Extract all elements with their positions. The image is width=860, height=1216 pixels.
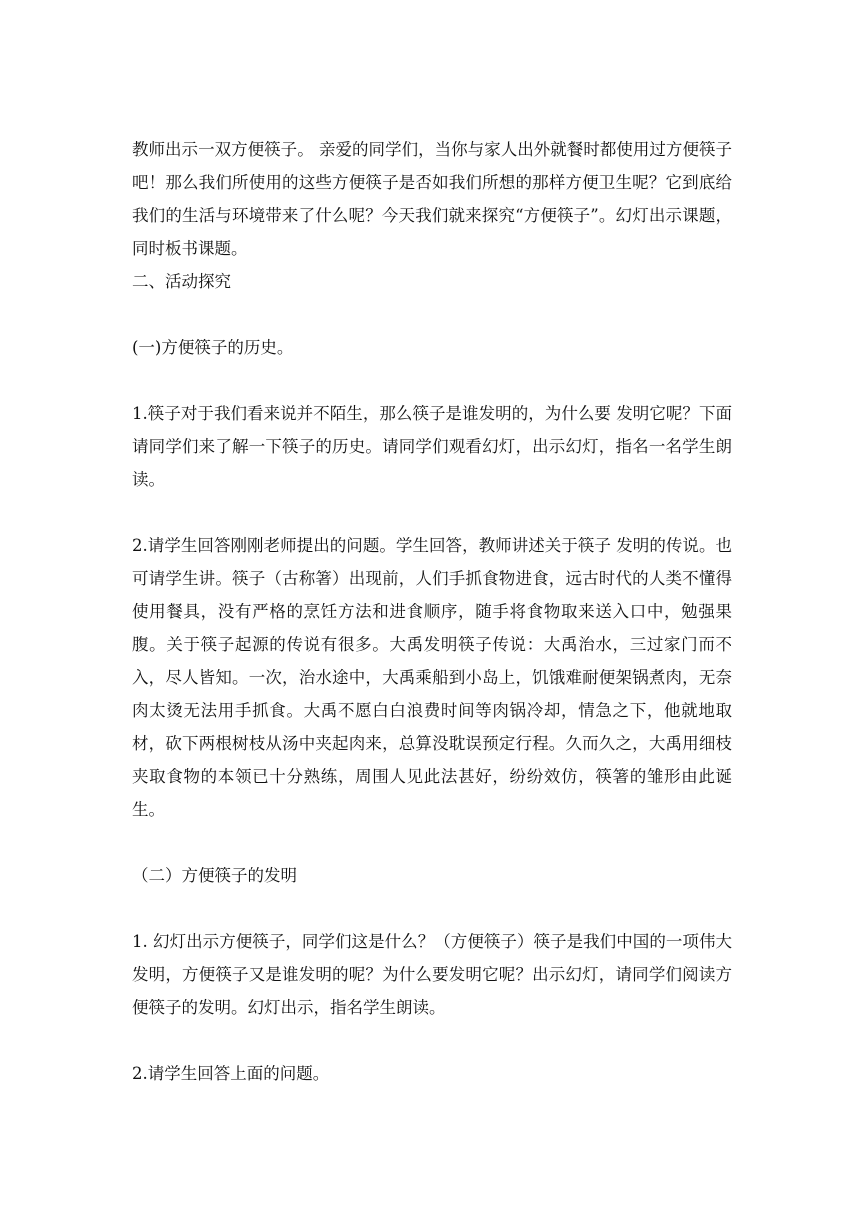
subsection-heading-history: (一)方便筷子的历史。 — [132, 338, 294, 357]
invention-item-1: 1. 幻灯出示方便筷子，同学们这是什么？（方便筷子）筷子是我们中国的一项伟大发明，方便筷子又是谁发明的呢？为什么要发明它呢？出示幻灯，请同学们阅读方便筷子的发明。幻灯出示，指名学生朗读。 — [132, 932, 732, 1017]
history-item-2: 2.请学生回答刚刚老师提出的问题。学生回答，教师讲述关于筷子 发明的传说。也可请学生讲。筷子（古称箸）出现前，人们手抓食物进食，远古时代的人类不懂得使用餐具，没有严格的烹饪方法和进食顺序，随手将食物取来送入口中，勉强果腹。关于筷子起源的传说有很多。大禹发明筷子传说：大禹治水，三过家门而不入，尽人皆知。一次，治水途中，大禹乘船到小岛上，饥饿难耐便架锅煮肉，无奈肉太烫无法用手抓食。大禹不愿白白浪费时间等肉锅冷却，情急之下，他就地取材，砍下两根树枝从汤中夹起肉来，总算没耽误预定行程。久而久之，大禹用细枝夹取食物的本领已十分熟练，周围人见此法甚好，纷纷效仿，筷箸的雏形由此诞生。 — [132, 536, 732, 819]
section-heading-activity: 二、活动探究 — [132, 272, 231, 291]
invention-item-2: 2.请学生回答上面的问题。 — [132, 1064, 330, 1083]
intro-paragraph: 教师出示一双方便筷子。 亲爱的同学们，当你与家人出外就餐时都使用过方便筷子吧！那么我们所使用的这些方便筷子是否如我们所想的那样方便卫生呢？它到底给我们的生活与环境带来了什么呢？今天我们就来探究“方便筷子”。幻灯出示课题，同时板书课题。 — [132, 140, 732, 258]
subsection-heading-invention: （二）方便筷子的发明 — [132, 866, 297, 885]
history-item-1: 1.筷子对于我们看来说并不陌生，那么筷子是谁发明的，为什么要 发明它呢？下面请同学们来了解一下筷子的历史。请同学们观看幻灯，出示幻灯，指名一名学生朗读。 — [132, 404, 732, 489]
document-body — [132, 133, 732, 1090]
